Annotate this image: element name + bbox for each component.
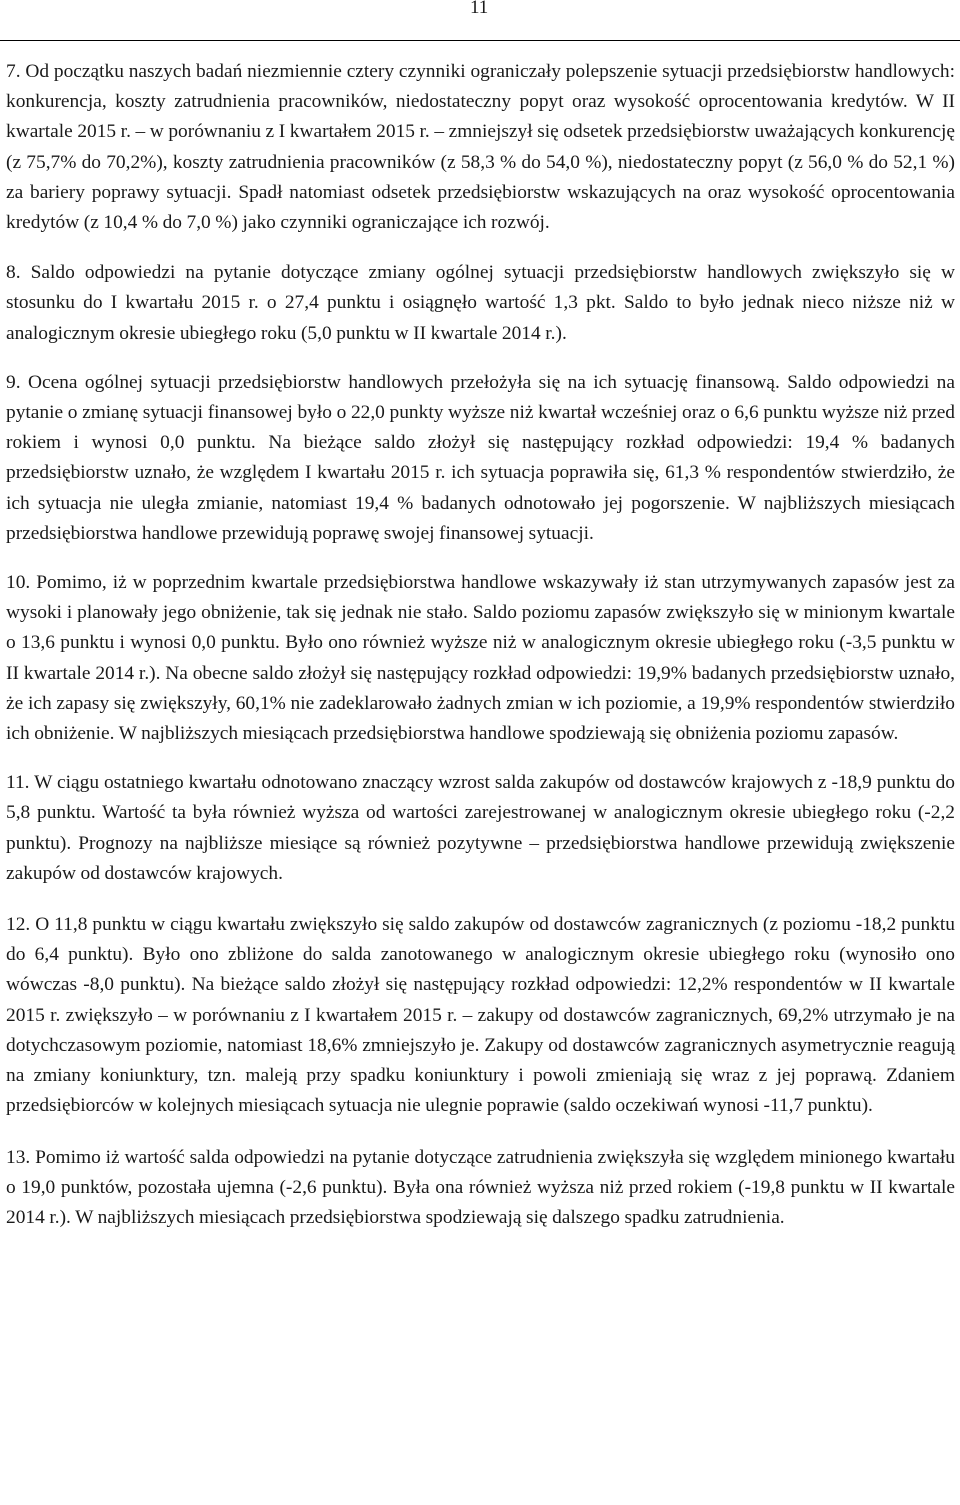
paragraph-9 — [6, 368, 955, 549]
paragraph-number: 11. — [6, 772, 30, 794]
paragraph-number: 12. — [6, 914, 31, 936]
paragraph-12 — [6, 910, 955, 1121]
paragraph-7 — [6, 57, 955, 238]
paragraph-number: 9. — [6, 371, 21, 393]
document-body — [6, 57, 955, 1233]
paragraph-number: 7. — [6, 61, 21, 82]
paragraph-text: Ocena ogólnej sytuacji przedsiębiorstw handlowych przełożyła się na ich sytuację finansową. Saldo odpowiedzi na pytanie o zmianę sytuacji finansowej było o 22,0 punkty wyższe niż kwartał wcześniej oraz o 6,6 punktu wyższe niż przed rokiem i wynosi 0,0 punktu. Na bieżące saldo złożył się następujący rozkład odpowiedzi: 19,4 % badanych przedsiębiorstw uznało, że względem I kwartału 2015 r. ich sytuacja poprawiła się, 61,3 % respondentów stwierdziło, że ich sytuacja nie uległa zmianie, natomiast 19,4 % badanych odnotowało jej pogorszenie. W najbliższych miesiącach przedsiębiorstwa handlowe przewidują poprawę swojej finansowej sytuacji. — [6, 371, 955, 544]
paragraph-number: 13. — [6, 1146, 31, 1168]
paragraph-10 — [6, 568, 955, 749]
header-rule — [0, 40, 960, 41]
paragraph-text: W ciągu ostatniego kwartału odnotowano znaczący wzrost salda zakupów od dostawców krajowych z -18,9 punktu do 5,8 punktu. Wartość ta była również wyższa od wartości zarejestrowanej w analogicznym okresie ubiegłego roku (-2,2 punktu). Prognozy na najbliższe miesiące są również pozytywne – przedsiębiorstwa handlowe przewidują zwiększenie zakupów od dostawców krajowych. — [6, 772, 955, 884]
paragraph-text: Pomimo iż wartość salda odpowiedzi na pytanie dotyczące zatrudnienia zwiększyła się względem minionego kwartału o 19,0 punktów, pozostała ujemna (-2,6 punktu). Była ona również wyższa niż przed rokiem (-19,8 punktu w II kwartale 2014 r.). W najbliższych miesiącach przedsiębiorstwa spodziewają się dalszego spadku zatrudnienia. — [6, 1146, 955, 1228]
paragraph-text: Saldo odpowiedzi na pytanie dotyczące zmiany ogólnej sytuacji przedsiębiorstw handlowych zwiększyło się w stosunku do I kwartału 2015 r. o 27,4 punktu i osiągnęło wartość 1,3 pkt. Saldo to było jednak nieco niższe niż w analogicznym okresie ubiegłego roku (5,0 punktu w II kwartale 2014 r.). — [6, 262, 955, 344]
paragraph-13 — [6, 1143, 955, 1234]
paragraph-number: 10. — [6, 572, 31, 594]
page-number: 11 — [470, 0, 489, 18]
paragraph-text: Pomimo, iż w poprzednim kwartale przedsiębiorstwa handlowe wskazywały iż stan utrzymywanych zapasów jest za wysoki i planowały jego obniżenie, tak się jednak nie stało. Saldo poziomu zapasów zwiększyło się w minionym kwartale o 13,6 punktu i wynosi 0,0 punktu. Było ono również wyższe niż w analogicznym okresie ubiegłego roku (-3,5 punktu w II kwartale 2014 r.). Na obecne saldo złożył się następujący rozkład odpowiedzi: 19,9% badanych przedsiębiorstw uznało, że ich zapasy się zwiększyły, 60,1% nie zadeklarowało żadnych zmian w ich poziomie, a 19,9% respondentów stwierdziło ich obniżenie. W najbliższych miesiącach przedsiębiorstwa handlowe spodziewają się obniżenia poziomu zapasów. — [6, 572, 955, 745]
paragraph-text: Od początku naszych badań niezmiennie cztery czynniki ograniczały polepszenie sytuacji przedsiębiorstw handlowych: konkurencja, koszty zatrudnienia pracowników, niedostateczny popyt oraz wysokość oprocentowania kredytów. W II kwartale 2015 r. – w porównaniu z I kwartałem 2015 r. – zmniejszył się odsetek przedsiębiorstw uważających konkurencję (z 75,7% do 70,2%), koszty zatrudnienia pracowników (z 58,3 % do 54,0 %), niedostateczny popyt (z 56,0 % do 52,1 %) za bariery poprawy sytuacji. Spadł natomiast odsetek przedsiębiorstw wskazujących na oraz wysokość oprocentowania kredytów (z 10,4 % do 7,0 %) jako czynniki ograniczające ich rozwój. — [6, 61, 955, 234]
page-header — [0, 0, 960, 42]
paragraph-number: 8. — [6, 262, 21, 284]
paragraph-8 — [6, 258, 955, 349]
paragraph-11 — [6, 768, 955, 889]
paragraph-text: O 11,8 punktu w ciągu kwartału zwiększyło się saldo zakupów od dostawców zagranicznych (z poziomu -18,2 punktu do 6,4 punktu). Było ono zbliżone do salda zanotowanego w analogicznym okresie ubiegłego roku (wynosiło ono wówczas -8,0 punktu). Na bieżące saldo złożył się następujący rozkład odpowiedzi: 12,2% respondentów w II kwartale 2015 r. zwiększyło – w porównaniu z I kwartałem 2015 r. – zakupy od dostawców zagranicznych, 69,2% utrzymało je na dotychczasowym poziomie, natomiast 18,6% zmniejszyło je. Zakupy od dostawców zagranicznych asymetrycznie reagują na zmiany koniunktury, tzn. maleją przy spadku koniunktury i powoli zmieniają się wraz z jej poprawą. Zdaniem przedsiębiorców w kolejnych miesiącach sytuacja nie ulegnie poprawie (saldo oczekiwań wynosi -11,7 punktu). — [6, 914, 955, 1117]
